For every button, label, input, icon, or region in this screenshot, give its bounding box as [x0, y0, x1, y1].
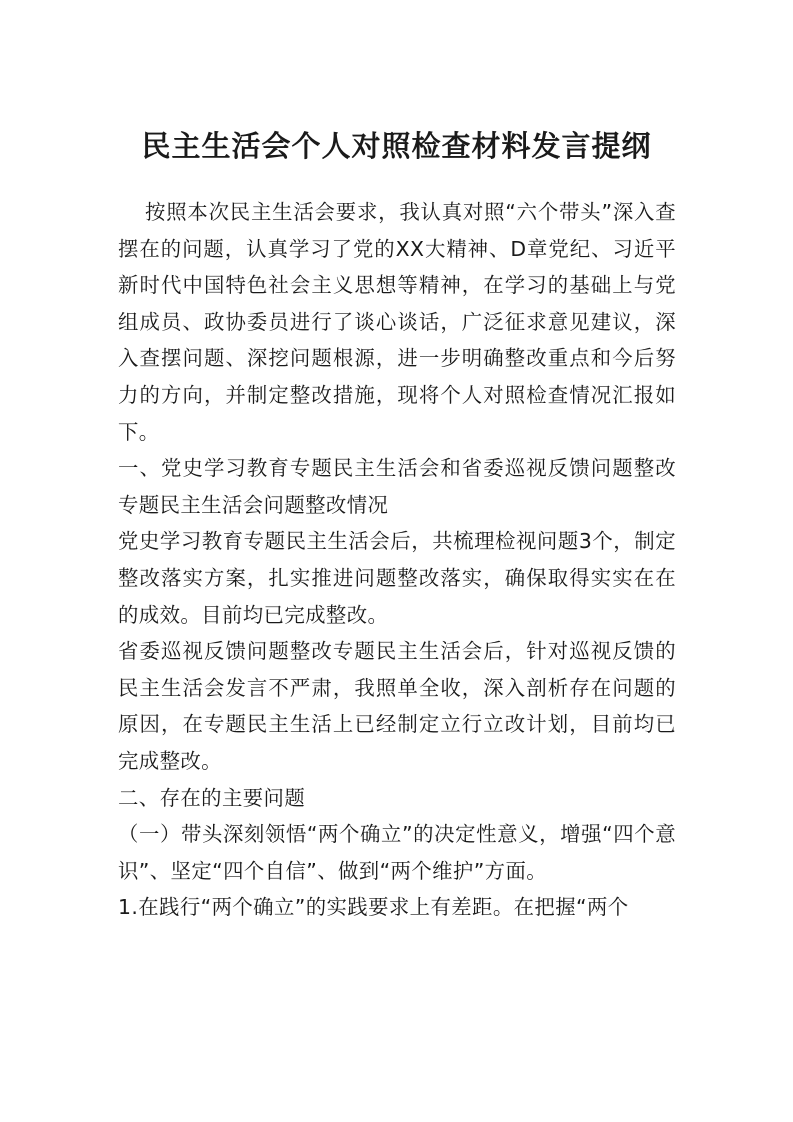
subsection-heading-1: （一）带头深刻领悟“两个确立”的决定性意义，增强“四个意识”、坚定“四个自信”、做到“两个维护”方面。 — [118, 822, 676, 883]
paragraph-inspection-feedback: 省委巡视反馈问题整改专题民主生活会后，针对巡视反馈的民主生活会发言不严肃，我照单全收，深入剖析存在问题的原因，在专题民主生活上已经制定立行立改计划，目前均已完成整改。 — [118, 639, 676, 773]
section-heading-2: 二、存在的主要问题 — [118, 785, 306, 810]
item-1-paragraph: 1.在践行“两个确立”的实践要求上有差距。在把握“两个 — [118, 895, 629, 920]
document-title: 民主生活会个人对照检查材料发言提纲 — [141, 129, 652, 163]
document-body — [118, 194, 676, 926]
section-heading-1: 一、党史学习教育专题民主生活会和省委巡视反馈问题整改专题民主生活会问题整改情况 — [118, 456, 676, 517]
intro-paragraph: 按照本次民主生活会要求，我认真对照“六个带头”深入查摆在的问题，认真学习了党的XX大精神、D章党纪、习近平新时代中国特色社会主义思想等精神，在学习的基础上与党组成员、政协委员进行了谈心谈话，广泛征求意见建议，深入查摆问题、深挖问题根源，进一步明确整改重点和今后努力的方向，并制定整改措施，现将个人对照检查情况汇报如下。 — [118, 200, 676, 444]
paragraph-party-history: 党史学习教育专题民主生活会后，共梳理检视问题3个，制定整改落实方案，扎实推进问题整改落实，确保取得实实在在的成效。目前均已完成整改。 — [118, 529, 676, 627]
